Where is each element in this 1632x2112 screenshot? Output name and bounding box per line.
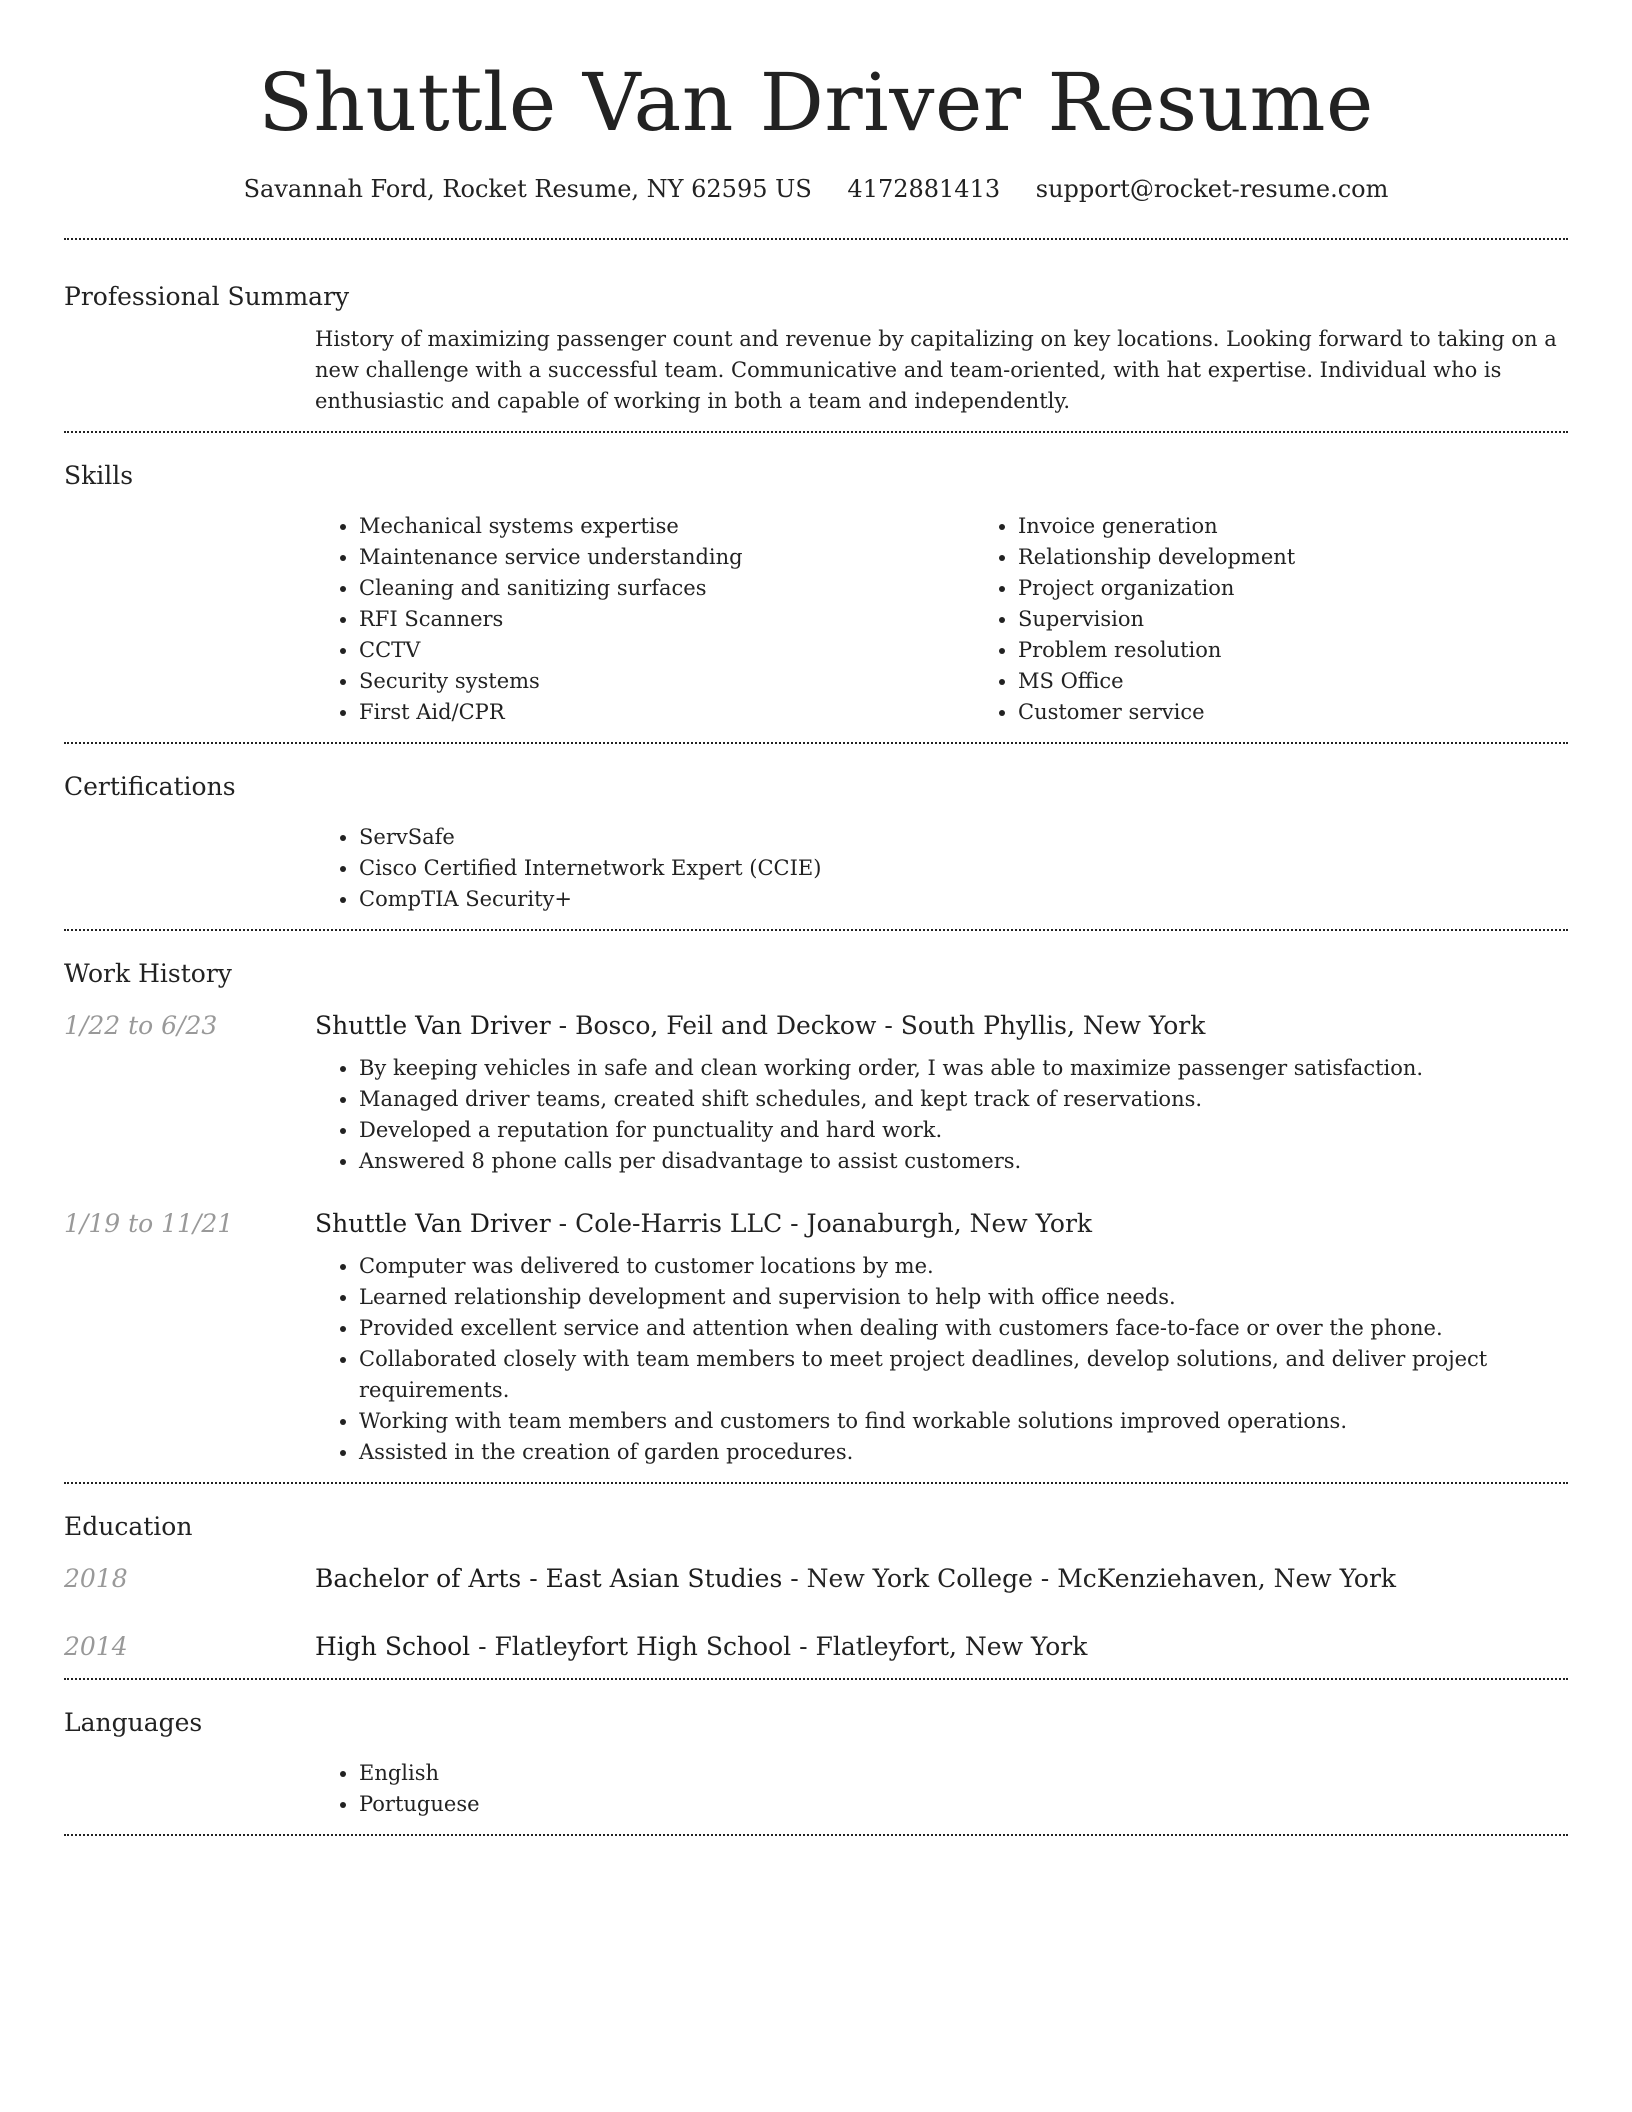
contact-email: support@rocket-resume.com [1035, 175, 1389, 203]
skills-list-right [974, 511, 1632, 728]
summary-section [64, 240, 1568, 431]
skill-item: • RFI Scanners [359, 604, 974, 635]
summary-text: History of maximizing passenger count and revenue by capitalizing on key locations. Looking forward to taking on a new challenge with a successful team. Communicative and team-oriented, with hat expertise. Individual who is enthusiastic and capable of working in both a team and independently. [315, 327, 1557, 413]
job-bullets [315, 1053, 1568, 1177]
job-bullet: • Answered 8 phone calls per disadvantage to assist customers. [359, 1146, 1568, 1177]
education-school-location: - New York College - McKenziehaven, New York [782, 1564, 1397, 1593]
section-heading-skills: Skills [64, 461, 134, 490]
certifications-row [64, 822, 1568, 915]
skill-item: • Security systems [359, 666, 974, 697]
job-bullets [315, 1251, 1568, 1468]
job-entry [64, 1009, 1568, 1177]
section-heading-summary: Professional Summary [64, 282, 350, 311]
summary-row [64, 324, 1568, 417]
job-role: Shuttle Van Driver [315, 1209, 551, 1238]
skill-item: • Maintenance service understanding [359, 542, 974, 573]
job-bullet: • Working with team members and customers to find workable solutions improved operations. [359, 1406, 1568, 1437]
skills-section [64, 433, 1568, 742]
skill-item: • Supervision [1018, 604, 1632, 635]
section-heading-certifications: Certifications [64, 772, 236, 801]
certifications-list [315, 822, 1568, 915]
job-bullet: • Assisted in the creation of garden procedures. [359, 1437, 1568, 1468]
skill-item: • Project organization [1018, 573, 1632, 604]
contact-phone: 4172881413 [847, 175, 1001, 203]
education-section [64, 1484, 1568, 1678]
skills-list-left [315, 511, 974, 728]
skill-item: • Invoice generation [1018, 511, 1632, 542]
job-bullet: • By keeping vehicles in safe and clean working order, I was able to maximize passenger satisfaction. [359, 1053, 1568, 1084]
skill-item: • Mechanical systems expertise [359, 511, 974, 542]
education-year: 2018 [64, 1564, 128, 1593]
language-item: • Portuguese [359, 1789, 1568, 1820]
skill-item: • Relationship development [1018, 542, 1632, 573]
education-entry [64, 1562, 1568, 1596]
certification-item: • Cisco Certified Internetwork Expert (CCIE) [359, 853, 1568, 884]
section-divider [64, 1834, 1568, 1836]
job-bullet: • Developed a reputation for punctuality and hard work. [359, 1115, 1568, 1146]
section-heading-languages: Languages [64, 1708, 203, 1737]
certifications-section [64, 744, 1568, 929]
job-employer-location: - Bosco, Feil and Deckow - South Phyllis, New York [550, 1011, 1206, 1040]
skill-item: • Cleaning and sanitizing surfaces [359, 573, 974, 604]
languages-section [64, 1680, 1568, 1834]
languages-list [315, 1758, 1568, 1820]
education-degree: High School [315, 1632, 471, 1661]
language-item: • English [359, 1758, 1568, 1789]
contact-address: Savannah Ford, Rocket Resume, NY 62595 US [243, 175, 812, 203]
job-entry [64, 1207, 1568, 1468]
job-bullet: • Provided excellent service and attention when dealing with customers face-to-face or over the phone. [359, 1313, 1568, 1344]
education-title [315, 1562, 1568, 1596]
education-degree: Bachelor of Arts - East Asian Studies [315, 1564, 783, 1593]
certification-item: • ServSafe [359, 822, 1568, 853]
skill-item: • CCTV [359, 635, 974, 666]
languages-row [64, 1758, 1568, 1820]
section-heading-education: Education [64, 1512, 193, 1541]
resume-title: Shuttle Van Driver Resume [258, 56, 1374, 149]
skill-item: • First Aid/CPR [359, 697, 974, 728]
job-title [315, 1009, 1568, 1043]
education-entry [64, 1630, 1568, 1664]
job-dates: 1/22 to 6/23 [64, 1011, 218, 1040]
certification-item: • CompTIA Security+ [359, 884, 1568, 915]
job-dates: 1/19 to 11/21 [64, 1209, 234, 1238]
work-history-section [64, 931, 1568, 1482]
education-title [315, 1630, 1568, 1664]
job-bullet: • Managed driver teams, created shift schedules, and kept track of reservations. [359, 1084, 1568, 1115]
skills-grid [315, 511, 1632, 728]
education-year: 2014 [64, 1632, 128, 1661]
skills-row [64, 511, 1568, 728]
skill-item: • MS Office [1018, 666, 1632, 697]
contact-line [64, 172, 1568, 206]
job-role: Shuttle Van Driver [315, 1011, 551, 1040]
job-bullet: • Collaborated closely with team members to meet project deadlines, develop solutions, and deliver project requirements. [359, 1344, 1568, 1406]
job-employer-location: - Cole-Harris LLC - Joanaburgh, New York [550, 1209, 1093, 1238]
skill-item: • Problem resolution [1018, 635, 1632, 666]
section-heading-work-history: Work History [64, 959, 232, 988]
skill-item: • Customer service [1018, 697, 1632, 728]
job-bullet: • Computer was delivered to customer locations by me. [359, 1251, 1568, 1282]
job-bullet: • Learned relationship development and supervision to help with office needs. [359, 1282, 1568, 1313]
job-title [315, 1207, 1568, 1241]
education-school-location: - Flatleyfort High School - Flatleyfort, New York [470, 1632, 1088, 1661]
